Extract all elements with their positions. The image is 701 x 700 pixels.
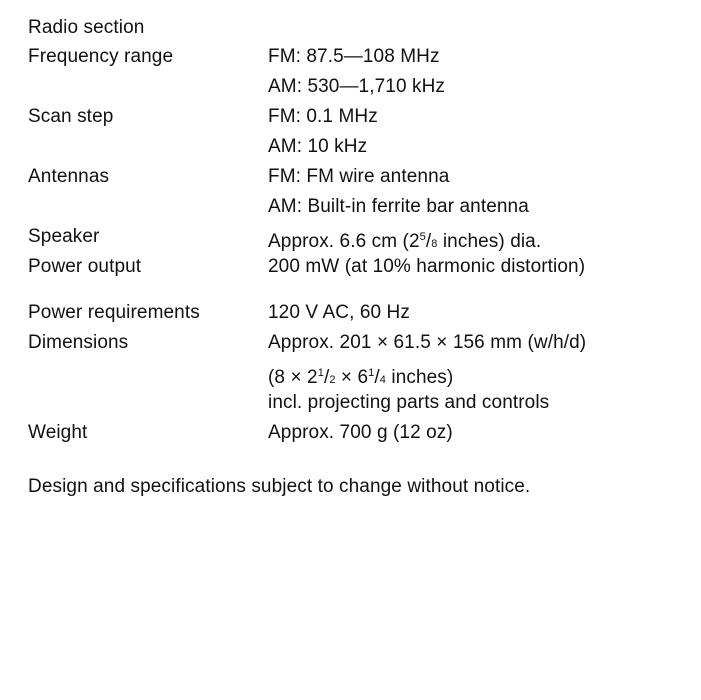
speaker-value: [268, 222, 696, 252]
dimensions-inches-row: [28, 358, 696, 388]
frequency-range-am-row: [28, 72, 696, 102]
antennas-row: [28, 162, 696, 192]
scan-step-row: [28, 102, 696, 132]
dimensions-value-line2: [268, 358, 696, 388]
antennas-label: Antennas: [28, 166, 110, 187]
dimensions-depth-fraction-numerator: 1: [368, 367, 375, 379]
spacer: [28, 192, 268, 222]
speaker-value-prefix: Approx. 6.6 cm (2: [268, 231, 420, 252]
antennas-am-value: AM: Built-in ferrite bar antenna: [268, 196, 529, 217]
dimensions-depth-text: × 6: [335, 367, 369, 388]
dimensions-value-line1: Approx. 201 × 61.5 × 156 mm (w/h/d): [268, 332, 587, 353]
frequency-range-label: Frequency range: [28, 46, 174, 67]
frequency-range-row: [28, 42, 696, 72]
spacer: [28, 72, 268, 102]
dimensions-width-text: (8 × 2: [268, 367, 318, 388]
frequency-range-fm-value: FM: 87.5—108 MHz: [268, 46, 440, 67]
power-requirements-row: [28, 298, 696, 328]
scan-step-label: Scan step: [28, 106, 114, 127]
dimensions-inches-suffix: inches): [386, 367, 454, 388]
spec-sheet: [28, 14, 696, 502]
power-requirements-value: 120 V AC, 60 Hz: [268, 302, 410, 323]
dimensions-depth-fraction-separator: /: [374, 367, 380, 388]
weight-label: Weight: [28, 422, 88, 443]
speaker-fraction-numerator: 5: [419, 231, 426, 243]
section-title-row: [28, 14, 696, 42]
scan-step-fm-value: FM: 0.1 MHz: [268, 106, 378, 127]
power-requirements-label: Power requirements: [28, 302, 200, 323]
dimensions-depth-fraction-denominator: 4: [379, 374, 386, 386]
weight-value: Approx. 700 g (12 oz): [268, 422, 453, 443]
dimensions-value-line3: incl. projecting parts and controls: [268, 392, 550, 413]
spacer: [28, 132, 268, 162]
dimensions-label: Dimensions: [28, 332, 129, 353]
speaker-value-suffix: inches) dia.: [437, 231, 542, 252]
power-output-row: [28, 252, 696, 282]
antennas-fm-value: FM: FM wire antenna: [268, 166, 450, 187]
dimensions-height-fraction-denominator: 2: [329, 374, 336, 386]
power-output-value: 200 mW (at 10% harmonic distortion): [268, 256, 586, 277]
antennas-am-row: [28, 192, 696, 222]
scan-step-am-row: [28, 132, 696, 162]
speaker-fraction-denominator: 8: [431, 238, 438, 250]
weight-row: [28, 418, 696, 448]
section-title: Radio section: [28, 17, 145, 38]
speaker-row: [28, 222, 696, 252]
speaker-label: Speaker: [28, 226, 100, 247]
scan-step-am-value: AM: 10 kHz: [268, 136, 368, 157]
spacer: [28, 388, 268, 418]
frequency-range-am-value: AM: 530—1,710 kHz: [268, 76, 446, 97]
power-output-label: Power output: [28, 256, 142, 277]
spacer: [28, 358, 268, 388]
speaker-fraction-separator: /: [425, 231, 432, 252]
dimensions-height-fraction-numerator: 1: [317, 367, 324, 379]
dimensions-height-fraction-separator: /: [323, 367, 330, 388]
change-notice: Design and specifications subject to change without notice.: [28, 476, 531, 497]
dimensions-note-row: [28, 388, 696, 418]
dimensions-row: [28, 328, 696, 358]
